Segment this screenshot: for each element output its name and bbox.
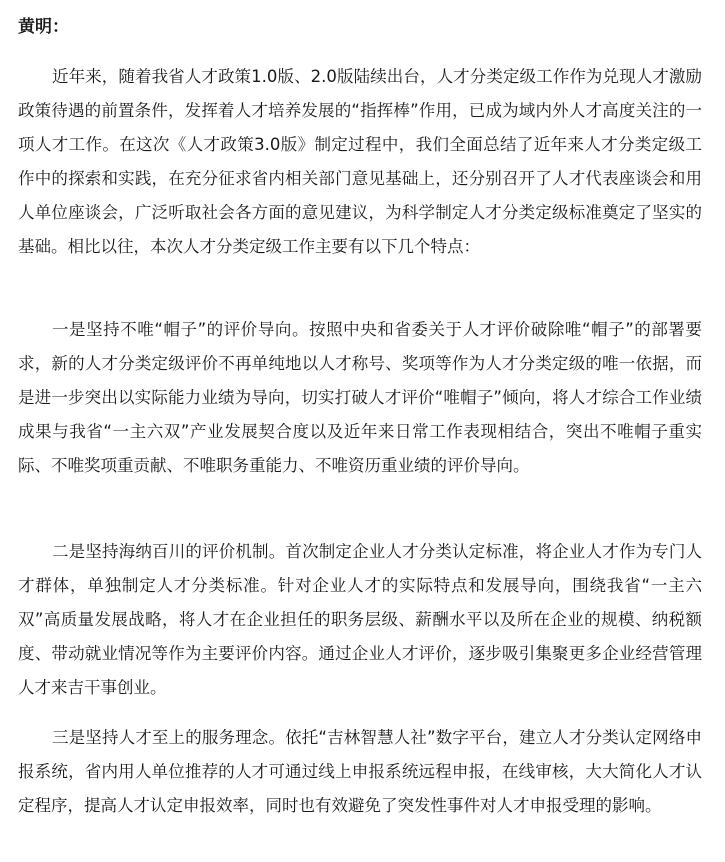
speaker-name: 黄明：: [18, 17, 69, 37]
paragraph-intro: 近年来，随着我省人才政策1.0版、2.0版陆续出台，人才分类定级工作作为兑现人才激励政策待遇的前置条件，发挥着人才培养发展的“指挥棒”作用，已成为域内外人才高度关注的一项人才工作。在这次《人才政策3.0版》制定过程中，我们全面总结了近年来人才分类定级工作中的探索和实践，在充分征求省内相关部门意见基础上，还分别召开了人才代表座谈会和用人单位座谈会，广泛听取社会各方面的意见建议，为科学制定人才分类定级标准奠定了坚实的基础。相比以往，本次人才分类定级工作主要有以下几个特点：: [18, 67, 702, 256]
paragraph-point-one: 一是坚持不唯“帽子”的评价导向。按照中央和省委关于人才评价破除唯“帽子”的部署要求，新的人才分类定级评价不再单纯地以人才称号、奖项等作为人才分类定级的唯一依据，而是进一步突出以实际能力业绩为导向，切实打破人才评价“唯帽子”倾向，将人才综合工作业绩成果与我省“一主六双”产业发展契合度以及近年来日常工作表现相结合，突出不唯帽子重实际、不唯奖项重贡献、不唯职务重能力、不唯资历重业绩的评价导向。: [18, 320, 702, 475]
paragraph-point-two: 二是坚持海纳百川的评价机制。首次制定企业人才分类认定标准，将企业人才作为专门人才群体，单独制定人才分类标准。针对企业人才的实际特点和发展导向，围绕我省“一主六双”高质量发展战略，将人才在企业担任的职务层级、薪酬水平以及所在企业的规模、纳税额度、带动就业情况等作为主要评价内容。通过企业人才评价，逐步吸引集聚更多企业经营管理人才来吉干事创业。: [18, 542, 702, 697]
paragraph-point-three: 三是坚持人才至上的服务理念。依托“吉林智慧人社”数字平台，建立人才分类认定网络申报系统，省内用人单位推荐的人才可通过线上申报系统远程申报，在线审核，大大简化人才认定程序，提高人才认定申报效率，同时也有效避免了突发性事件对人才申报受理的影响。: [18, 728, 702, 815]
